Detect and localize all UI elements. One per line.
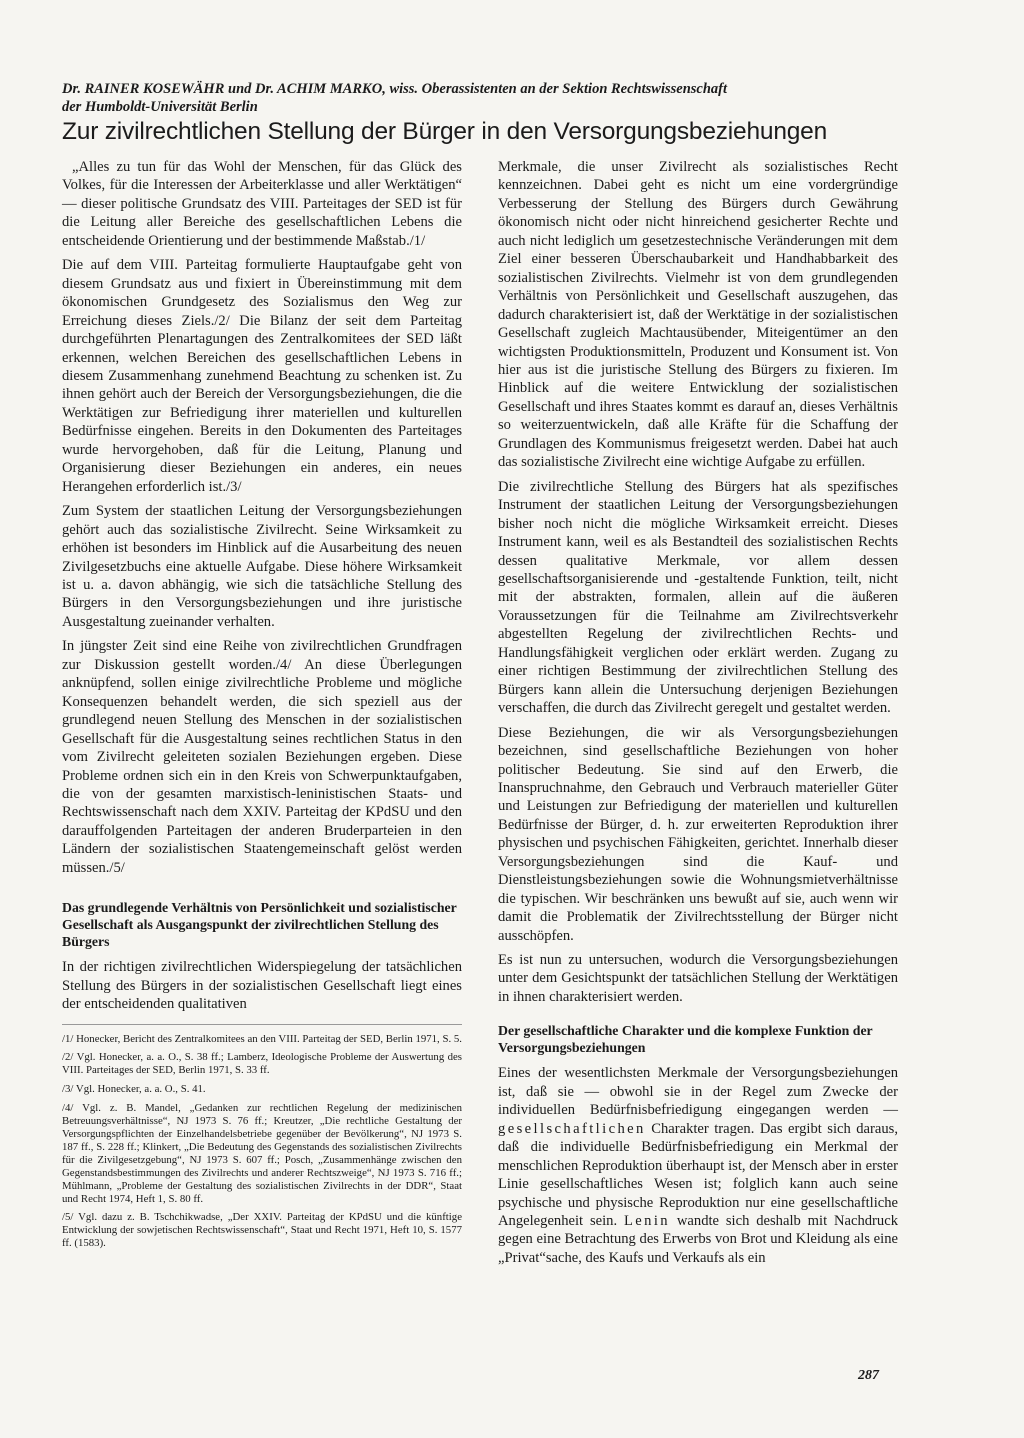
footnote: /1/ Honecker, Bericht des Zentralkomitees an den VIII. Parteitag der SED, Berlin 1971, S. 5.: [62, 1032, 462, 1045]
footnote-divider: [62, 1024, 462, 1025]
byline-line-1: Dr. RAINER KOSEWÄHR und Dr. ACHIM MARKO, wiss. Oberassistenten an der Sektion Rechtswissenschaft: [62, 81, 728, 97]
paragraph: „Alles zu tun für das Wohl der Menschen, für das Glück des Volkes, für die Interessen der Arbeiterklasse und aller Werktätigen“ — dieser politische Grundsatz des VIII. Parteitages der SED ist für die Leitung aller Bereiche des gesellschaftlichen Lebens die entscheidende Orientierung und der bestimmende Maßstab./1/: [62, 159, 462, 249]
paragraph: Es ist nun zu untersuchen, wodurch die Versorgungsbeziehungen unter dem Gesichtspunkt der tatsächlichen Stellung der Werktätigen in ihnen charakterisiert werden.: [498, 952, 898, 1005]
emphasized-word: gesellschaftlichen: [498, 1120, 646, 1137]
paragraph: In der richtigen zivilrechtlichen Widerspiegelung der tatsächlichen Stellung des Bürgers in der sozialistischen Gesellschaft liegt eines der entscheidenden qualitativen: [62, 959, 462, 1013]
footnotes: [62, 1033, 462, 1251]
paragraph: In jüngster Zeit sind eine Reihe von zivilrechtlichen Grundfragen zur Diskussion gestellt worden./4/ An diese Überlegungen anknüpfend, sollen einige zivilrechtliche Probleme und mögliche Konsequenzen behandelt werden, die sich speziell aus der grundlegend neuen Stellung des Menschen in der sozialistischen Gesellschaft für die Ausgestaltung seines rechtlichen Status in den vom Zivilrecht geleiteten sozialen Beziehungen ergeben. Diese Probleme ordnen sich ein in den Kreis von Schwerpunktaufgaben, die von der gesamten marxistisch-leninistischen Staats- und Rechtswissenschaft nach dem XXIV. Parteitag der KPdSU und den darauffolgenden Parteitagen der anderen Bruderparteien in den Ländern der sozialistischen Staatengemeinschaft gelöst werden müssen./5/: [62, 638, 462, 876]
text-segment: Eines der wesentlichsten Merkmale der Versorgungsbeziehungen ist, daß sie — obwohl sie in der Regel zum Zwecke der individuellen Bedürfnisbefriedigung eingegangen werden —: [498, 1065, 898, 1119]
author-byline: [62, 80, 902, 116]
paragraph: Diese Beziehungen, die wir als Versorgungsbeziehungen bezeichnen, sind gesellschaftliche Beziehungen von hoher politischer Bedeutung. Sie sind auf den Erwerb, die Inanspruchnahme, den Gebrauch und Verbrauch materieller Güter und Leistungen zur Befriedigung der materiellen und kulturellen Bedürfnisse der Bürger, d. h. zur erweiterten Reproduktion ihrer physischen und psychischen Fähigkeiten, gerichtet. Innerhalb dieser Versorgungsbeziehungen sind die Kauf- und Dienstleistungsbeziehungen sowie die Wohnungsmietverhältnisse die typischen. Wir beschränken uns bewußt auf sie, auch wenn wir damit die Problematik der Zivilrechtsstellung der Bürger nicht ausschöpfen.: [498, 724, 898, 944]
right-column: [498, 158, 898, 1273]
left-column: [62, 158, 462, 1256]
paragraph: [498, 1064, 898, 1267]
paragraph: Merkmale, die unser Zivilrecht als sozialistisches Recht kennzeichnen. Dabei geht es nicht um eine vordergründige Verbesserung der Stellung des Bürgers durch Gewährung ökonomisch nicht oder nicht hinreichend gesicherter Rechte und auch nicht lediglich um gesetzestechnische Veränderungen mit dem Ziel einer besseren Überschaubarkeit und Handhabbarkeit des sozialistischen Zivilrechts. Vielmehr ist von dem grundlegenden Verhältnis von Persönlichkeit und Gesellschaft auszugehen, das dadurch charakterisiert ist, daß der Werktätige in der sozialistischen Gesellschaft zugleich Machtausübender, Miteigentümer an den wichtigsten Produktionsmitteln, Produzent und Konsument ist. Von hier aus ist die juristische Stellung des Bürgers zu fixieren. Im Hinblick auf die weitere Entwicklung der sozialistischen Gesellschaft und ihres Staates kommt es darauf an, dieses Verhältnis so weiterzuentwickeln, daß alle Kräfte für die Schaffung der Grundlagen des Kommunismus freigesetzt werden. Dabei hat auch das sozialistische Zivilrecht eine wichtige Aufgabe zu erfüllen.: [498, 159, 898, 471]
text-segment: Charakter tragen. Das ergibt sich daraus, daß die individuelle Bedürfnisbefriedigung ein Merkmal der menschlichen Reproduktion überhaupt ist, der Mensch aber in erster Linie gesellschaftliches Wesen ist; folglich kann auch seine psychische und physische Reproduktion nur eine gesellschaftliche Angelegenheit sein.: [498, 1120, 898, 1230]
emphasized-name: Lenin: [623, 1213, 671, 1230]
footnote: /3/ Vgl. Honecker, a. a. O., S. 41.: [62, 1083, 206, 1096]
footnote: /5/ Vgl. dazu z. B. Tschchikwadse, „Der XXIV. Parteitag der KPdSU und die künftige Entwicklung der sowjetischen Rechtswissenschaft“, Staat und Recht 1971, Heft 10, S. 1577 ff. (1583).: [62, 1211, 462, 1250]
footnote: /4/ Vgl. z. B. Mandel, „Gedanken zur rechtlichen Regelung der medizinischen Betreuungsverhältnisse“, NJ 1973 S. 76 ff.; Kreutzer, „Die rechtliche Gestaltung der Versorgungspflichten der Einzelhandelsbetriebe gegenüber der Bevölkerung“, NJ 1973 S. 187 ff., S. 228 ff.; Klinkert, „Die Bedeutung des Gegenstands des sozialistischen Zivilrechts für die Zivilgesetzgebung“, NJ 1973 S. 607 ff.; Posch, „Zusammenhänge zwischen den Gegenstandsbestimmungen des Zivilrechts und anderer Rechtszweige“, NJ 1973 S. 716 ff.; Mühlmann, „Probleme der Gestaltung des sozialistischen Zivilrechts in der DDR“, Staat und Recht 1974, Heft 1, S. 80 ff.: [62, 1102, 462, 1205]
footnote: /2/ Vgl. Honecker, a. a. O., S. 38 ff.; Lamberz, Ideologische Probleme der Auswertung des VIII. Parteitages der SED, Berlin 1971, S. 33 ff.: [62, 1051, 462, 1077]
page-number: 287: [858, 1368, 879, 1383]
text-segment: wandte sich deshalb mit Nachdruck gegen eine Betrachtung des Erwerbs von Brot und Kleidung als eine „Privat“sache, des Kaufs und Verkaufs als ein: [498, 1213, 898, 1266]
article-title: Zur zivilrechtlichen Stellung der Bürger in den Versorgungsbeziehungen: [62, 118, 828, 145]
section-heading: Das grundlegende Verhältnis von Persönlichkeit und sozialistischer Gesellschaft als Ausgangspunkt der zivilrechtlichen Stellung des Bürgers: [62, 900, 457, 950]
paragraph: Zum System der staatlichen Leitung der Versorgungsbeziehungen gehört auch das sozialistische Zivilrecht. Seine Wirksamkeit zu erhöhen ist besonders im Hinblick auf die Ausarbeitung des neuen Zivilgesetzbuchs eine aktuelle Aufgabe. Diese höhere Wirksamkeit ist u. a. davon abhängig, wie sich die tatsächliche Stellung des Bürgers in den Versorgungsbeziehungen und ihre juristische Ausgestaltung zueinander verhalten.: [62, 503, 462, 630]
byline-line-2: der Humboldt-Universität Berlin: [62, 99, 258, 115]
section-heading: Der gesellschaftliche Charakter und die komplexe Funktion der Versorgungsbeziehungen: [498, 1023, 873, 1056]
paragraph: Die zivilrechtliche Stellung des Bürgers hat als spezifisches Instrument der staatlichen Leitung der Versorgungsbeziehungen bisher noch nicht die mögliche Wirksamkeit erreicht. Dieses Instrument kann, weil es als Bestandteil des sozialistischen Rechts dessen qualitative Merkmale, vor allem dessen gesellschaftsorganisierende und -gestaltende Funktion, teilt, nicht mit der abstrakten, formalen, allein auf die äußeren Voraussetzungen für die Teilnahme am Zivilrechtsverkehr abgestellten Regelung der zivilrechtlichen Rechts- und Handlungsfähigkeit verglichen oder erklärt werden. Zugang zu einer richtigen Bestimmung der zivilrechtlichen Stellung des Bürgers kann allein die Untersuchung derjenigen Beziehungen verschaffen, die durch das Zivilrecht geregelt und gestaltet werden.: [498, 478, 898, 717]
paragraph: Die auf dem VIII. Parteitag formulierte Hauptaufgabe geht von diesem Grundsatz aus und fixiert in Übereinstimmung mit dem ökonomischen Grundgesetz des Sozialismus den Weg zur Erreichung dieses Ziels./2/ Die Bilanz der seit dem Parteitag durchgeführten Plenartagungen des Zentralkomitees der SED läßt erkennen, welchen Bereichen des gesellschaftlichen Lebens in diesem Zusammenhang zunehmend Beachtung zu schenken ist. Zu ihnen gehört auch der Bereich der Versorgungsbeziehungen, die die Werktätigen zur Befriedigung ihrer materiellen und kulturellen Bedürfnisse eingehen. Bereits in den Dokumenten des Parteitages wurde hervorgehoben, daß für die Leitung, Planung und Organisierung dieser Beziehungen ein anderes, ein neues Herangehen erforderlich ist./3/: [62, 257, 462, 495]
